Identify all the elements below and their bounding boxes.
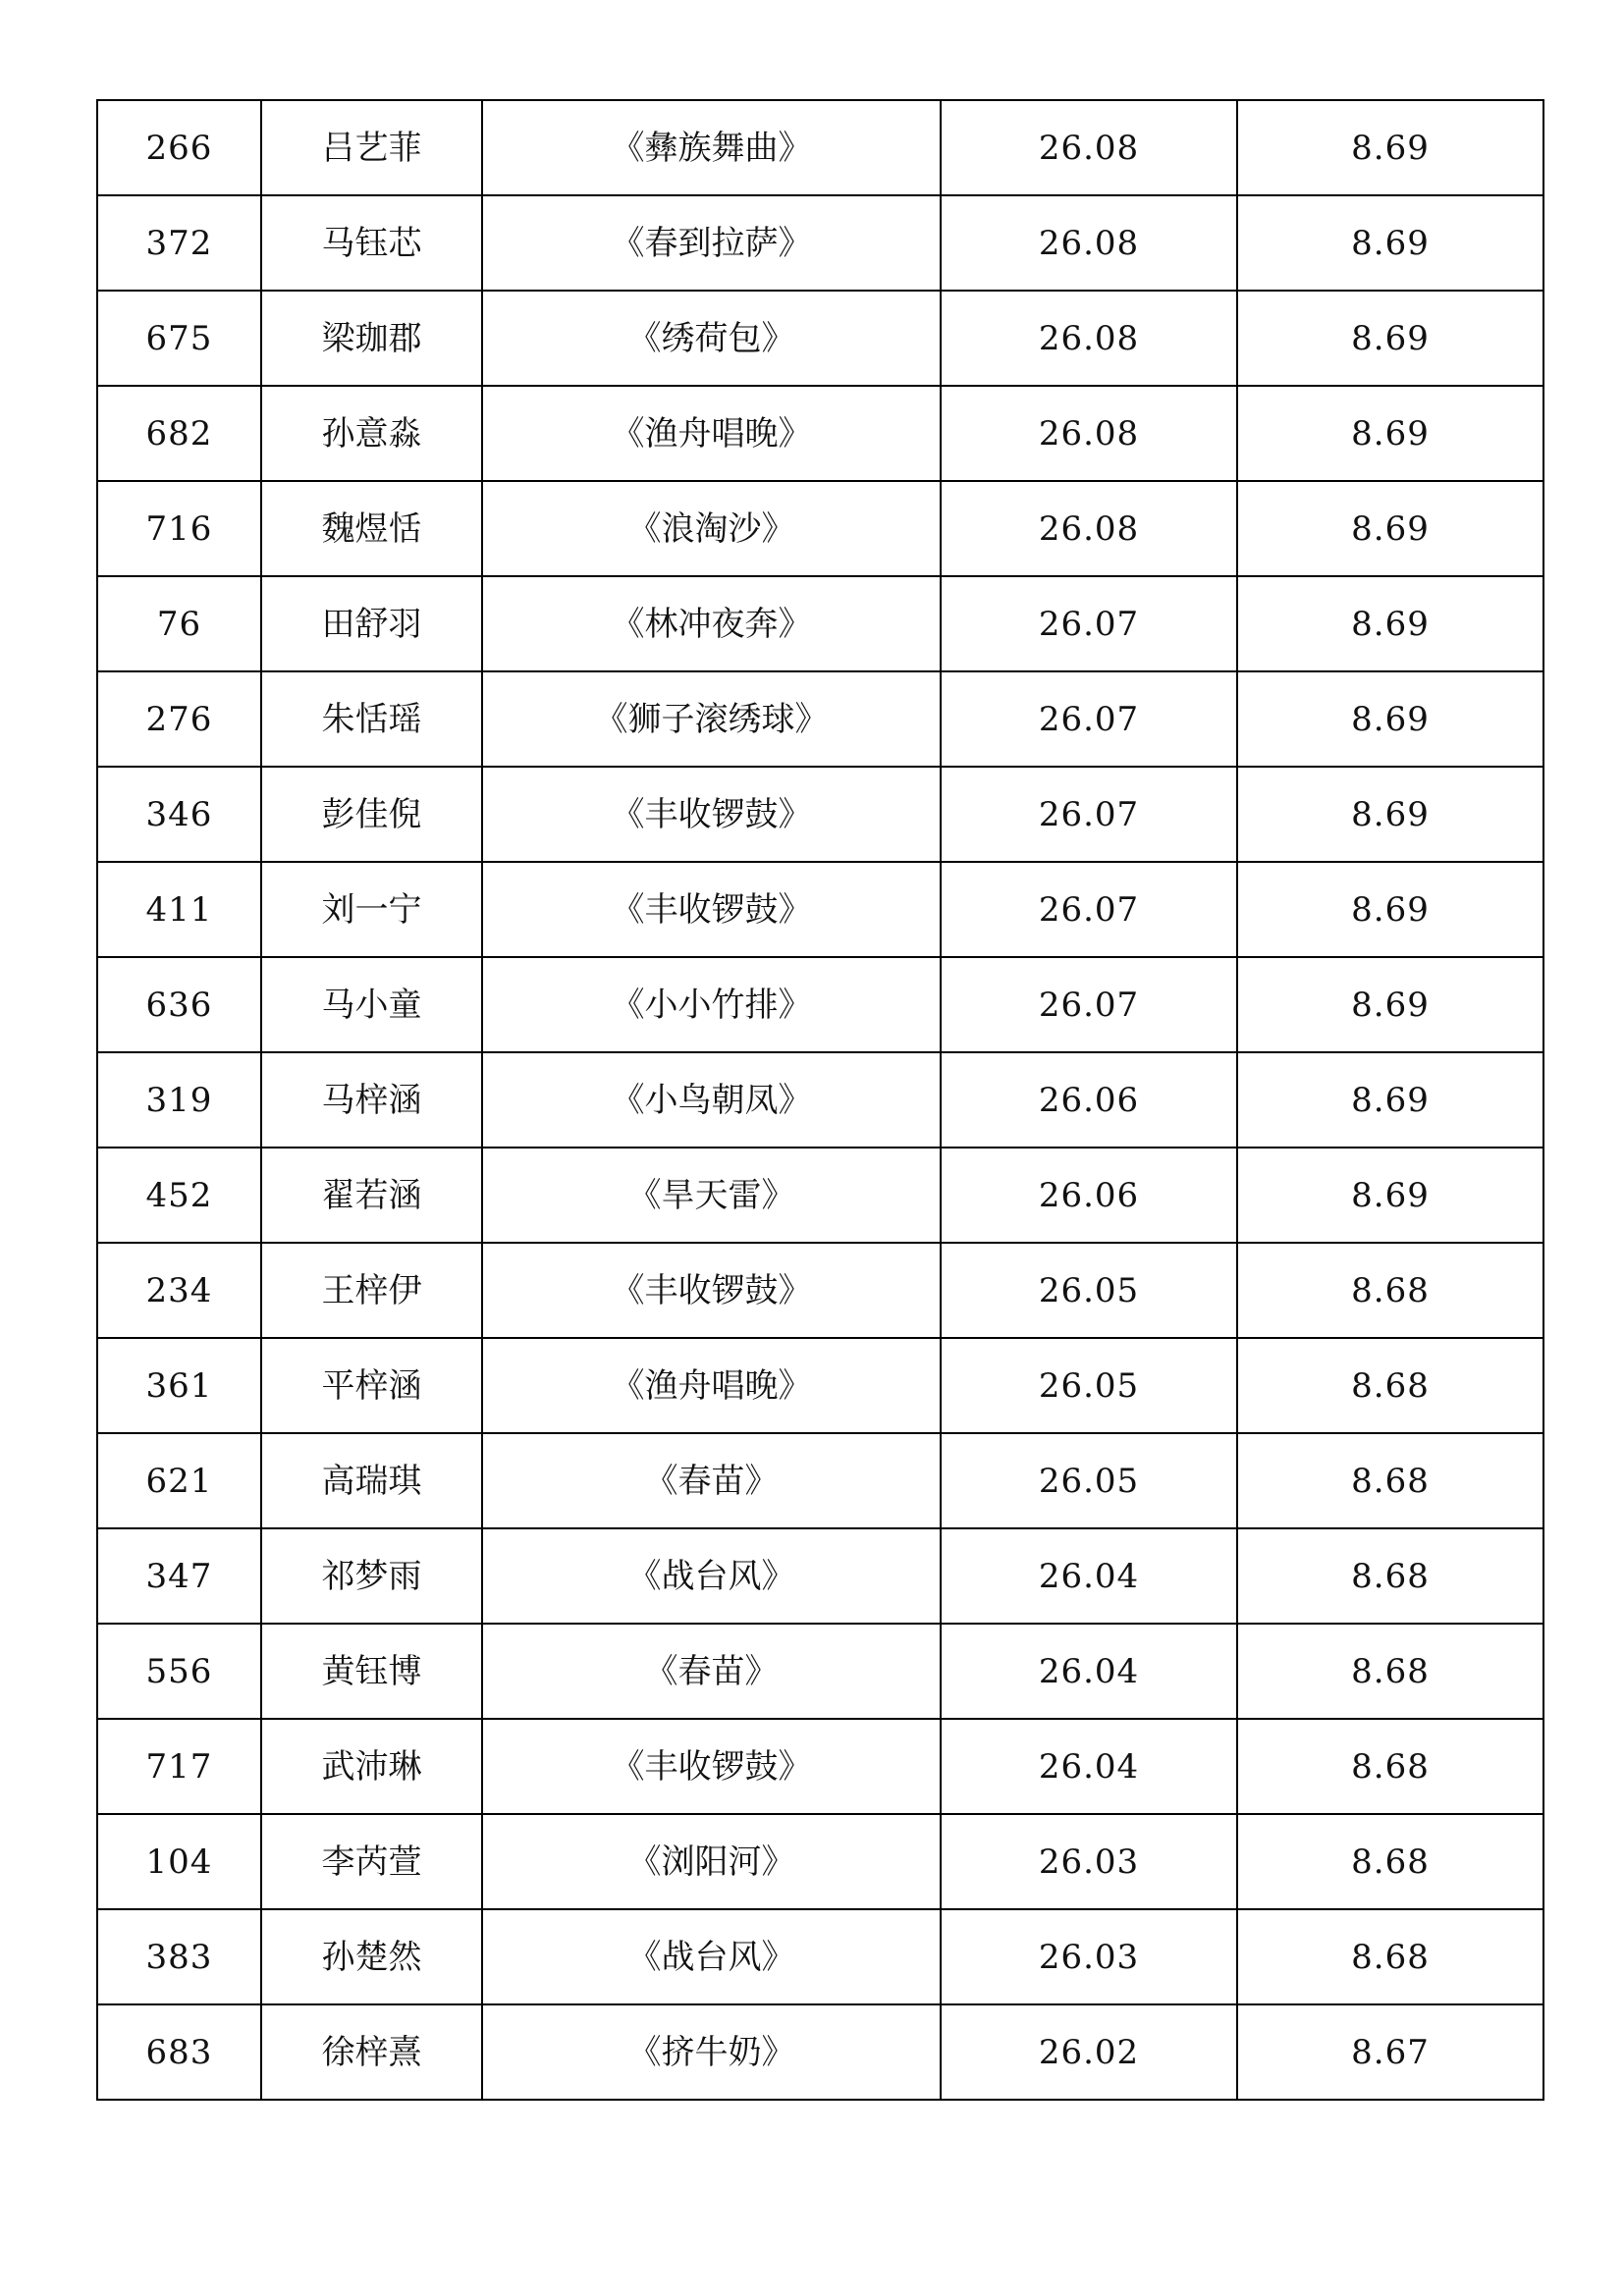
table-row	[97, 767, 1543, 862]
entry-number-cell: 372	[97, 195, 261, 291]
piece-title-cell: 《春苗》	[482, 1624, 941, 1719]
entry-number-cell: 675	[97, 291, 261, 386]
total-score-cell: 26.02	[941, 2004, 1237, 2100]
total-score-cell: 26.07	[941, 862, 1237, 957]
table-row	[97, 1148, 1543, 1243]
total-score-cell: 26.08	[941, 195, 1237, 291]
total-score-cell: 26.04	[941, 1528, 1237, 1624]
total-score-cell: 26.08	[941, 100, 1237, 195]
table-row	[97, 1338, 1543, 1433]
table-row	[97, 100, 1543, 195]
entry-number-cell: 361	[97, 1338, 261, 1433]
entry-number-cell: 621	[97, 1433, 261, 1528]
table-row	[97, 1624, 1543, 1719]
piece-title-cell: 《浪淘沙》	[482, 481, 941, 576]
average-score-cell: 8.69	[1237, 671, 1543, 767]
performer-name-cell: 魏煜恬	[261, 481, 482, 576]
total-score-cell: 26.06	[941, 1052, 1237, 1148]
average-score-cell: 8.68	[1237, 1433, 1543, 1528]
performer-name-cell: 梁珈郡	[261, 291, 482, 386]
entry-number-cell: 347	[97, 1528, 261, 1624]
performer-name-cell: 吕艺菲	[261, 100, 482, 195]
average-score-cell: 8.67	[1237, 2004, 1543, 2100]
table-row	[97, 671, 1543, 767]
performer-name-cell: 马钰芯	[261, 195, 482, 291]
entry-number-cell: 716	[97, 481, 261, 576]
total-score-cell: 26.07	[941, 957, 1237, 1052]
piece-title-cell: 《旱天雷》	[482, 1148, 941, 1243]
average-score-cell: 8.69	[1237, 386, 1543, 481]
average-score-cell: 8.68	[1237, 1528, 1543, 1624]
performer-name-cell: 高瑞琪	[261, 1433, 482, 1528]
performer-name-cell: 王梓伊	[261, 1243, 482, 1338]
table-row	[97, 2004, 1543, 2100]
table-row	[97, 957, 1543, 1052]
table-row	[97, 576, 1543, 671]
average-score-cell: 8.69	[1237, 100, 1543, 195]
table-row	[97, 1528, 1543, 1624]
performer-name-cell: 刘一宁	[261, 862, 482, 957]
piece-title-cell: 《挤牛奶》	[482, 2004, 941, 2100]
total-score-cell: 26.04	[941, 1719, 1237, 1814]
piece-title-cell: 《狮子滚绣球》	[482, 671, 941, 767]
average-score-cell: 8.69	[1237, 862, 1543, 957]
entry-number-cell: 452	[97, 1148, 261, 1243]
performer-name-cell: 翟若涵	[261, 1148, 482, 1243]
piece-title-cell: 《彝族舞曲》	[482, 100, 941, 195]
total-score-cell: 26.08	[941, 291, 1237, 386]
total-score-cell: 26.04	[941, 1624, 1237, 1719]
score-table-body	[97, 100, 1543, 2100]
performer-name-cell: 马梓涵	[261, 1052, 482, 1148]
average-score-cell: 8.69	[1237, 1052, 1543, 1148]
total-score-cell: 26.08	[941, 481, 1237, 576]
entry-number-cell: 104	[97, 1814, 261, 1909]
performer-name-cell: 李芮萱	[261, 1814, 482, 1909]
average-score-cell: 8.69	[1237, 195, 1543, 291]
piece-title-cell: 《春苗》	[482, 1433, 941, 1528]
performer-name-cell: 祁梦雨	[261, 1528, 482, 1624]
piece-title-cell: 《春到拉萨》	[482, 195, 941, 291]
table-row	[97, 1243, 1543, 1338]
average-score-cell: 8.68	[1237, 1719, 1543, 1814]
piece-title-cell: 《小小竹排》	[482, 957, 941, 1052]
table-row	[97, 481, 1543, 576]
piece-title-cell: 《丰收锣鼓》	[482, 862, 941, 957]
table-row	[97, 1719, 1543, 1814]
performer-name-cell: 朱恬瑶	[261, 671, 482, 767]
entry-number-cell: 266	[97, 100, 261, 195]
average-score-cell: 8.68	[1237, 1243, 1543, 1338]
piece-title-cell: 《丰收锣鼓》	[482, 767, 941, 862]
entry-number-cell: 276	[97, 671, 261, 767]
entry-number-cell: 76	[97, 576, 261, 671]
piece-title-cell: 《浏阳河》	[482, 1814, 941, 1909]
table-row	[97, 1909, 1543, 2004]
piece-title-cell: 《丰收锣鼓》	[482, 1719, 941, 1814]
total-score-cell: 26.07	[941, 576, 1237, 671]
entry-number-cell: 683	[97, 2004, 261, 2100]
table-row	[97, 862, 1543, 957]
table-row	[97, 195, 1543, 291]
average-score-cell: 8.69	[1237, 1148, 1543, 1243]
performer-name-cell: 孙楚然	[261, 1909, 482, 2004]
entry-number-cell: 346	[97, 767, 261, 862]
total-score-cell: 26.07	[941, 671, 1237, 767]
piece-title-cell: 《战台风》	[482, 1909, 941, 2004]
average-score-cell: 8.69	[1237, 957, 1543, 1052]
piece-title-cell: 《小鸟朝凤》	[482, 1052, 941, 1148]
entry-number-cell: 411	[97, 862, 261, 957]
piece-title-cell: 《战台风》	[482, 1528, 941, 1624]
performer-name-cell: 武沛琳	[261, 1719, 482, 1814]
total-score-cell: 26.08	[941, 386, 1237, 481]
entry-number-cell: 319	[97, 1052, 261, 1148]
average-score-cell: 8.69	[1237, 291, 1543, 386]
piece-title-cell: 《林冲夜奔》	[482, 576, 941, 671]
average-score-cell: 8.69	[1237, 576, 1543, 671]
total-score-cell: 26.06	[941, 1148, 1237, 1243]
average-score-cell: 8.68	[1237, 1814, 1543, 1909]
piece-title-cell: 《渔舟唱晚》	[482, 386, 941, 481]
total-score-cell: 26.03	[941, 1909, 1237, 2004]
performer-name-cell: 平梓涵	[261, 1338, 482, 1433]
average-score-cell: 8.68	[1237, 1909, 1543, 2004]
piece-title-cell: 《丰收锣鼓》	[482, 1243, 941, 1338]
table-row	[97, 291, 1543, 386]
piece-title-cell: 《绣荷包》	[482, 291, 941, 386]
entry-number-cell: 717	[97, 1719, 261, 1814]
table-row	[97, 1052, 1543, 1148]
performer-name-cell: 孙意淼	[261, 386, 482, 481]
table-row	[97, 1433, 1543, 1528]
average-score-cell: 8.68	[1237, 1624, 1543, 1719]
average-score-cell: 8.68	[1237, 1338, 1543, 1433]
entry-number-cell: 234	[97, 1243, 261, 1338]
table-row	[97, 386, 1543, 481]
entry-number-cell: 556	[97, 1624, 261, 1719]
total-score-cell: 26.03	[941, 1814, 1237, 1909]
performer-name-cell: 黄钰博	[261, 1624, 482, 1719]
total-score-cell: 26.05	[941, 1243, 1237, 1338]
entry-number-cell: 636	[97, 957, 261, 1052]
performer-name-cell: 田舒羽	[261, 576, 482, 671]
total-score-cell: 26.05	[941, 1338, 1237, 1433]
average-score-cell: 8.69	[1237, 481, 1543, 576]
table-row	[97, 1814, 1543, 1909]
score-table	[96, 99, 1544, 2101]
performer-name-cell: 彭佳倪	[261, 767, 482, 862]
entry-number-cell: 682	[97, 386, 261, 481]
performer-name-cell: 马小童	[261, 957, 482, 1052]
entry-number-cell: 383	[97, 1909, 261, 2004]
piece-title-cell: 《渔舟唱晚》	[482, 1338, 941, 1433]
total-score-cell: 26.05	[941, 1433, 1237, 1528]
performer-name-cell: 徐梓熹	[261, 2004, 482, 2100]
total-score-cell: 26.07	[941, 767, 1237, 862]
average-score-cell: 8.69	[1237, 767, 1543, 862]
